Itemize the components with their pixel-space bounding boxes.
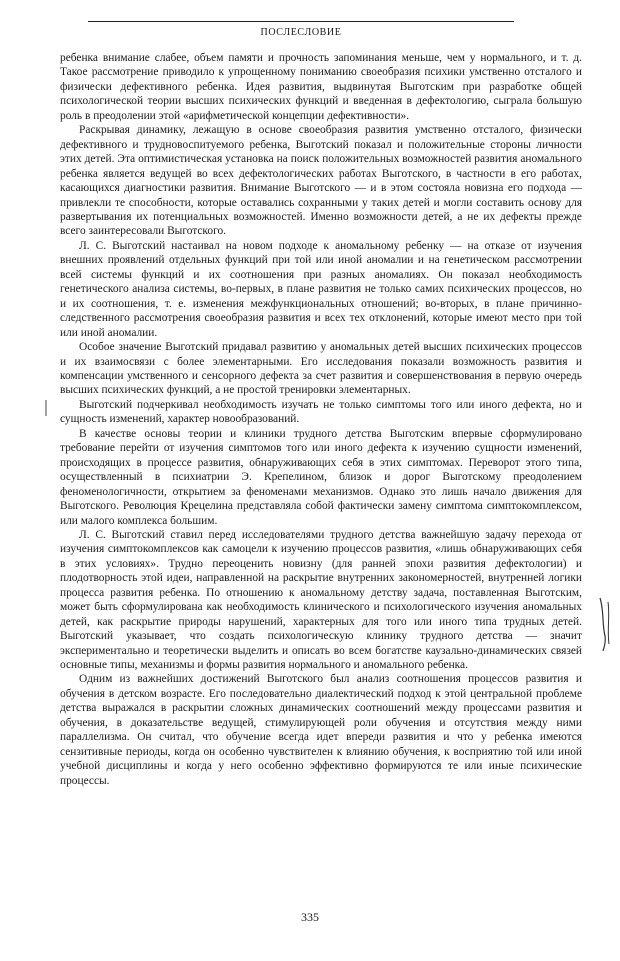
paragraph: Особое значение Выготский придавал развитию у аномальных детей высших психических процессов и их взаимосвязи с более элементарными. Его исследования показали возможность развития и компенсации умственного и сенсорного дефекта за счет развития и совершенствования в первую очередь высших психических функций, а не простой тренировки элементарных. xyxy=(60,341,582,397)
paragraph: Л. С. Выготский ставил перед исследователями трудного детства важнейшую задачу перехода от изучения симптокомплексов как самоцели к изучению процессов развития, «лишь обнаруживающих себя в этих условиях». Трудно переоценить новизну (для ранней эпохи развития дефектологии) и плодотворность этой идеи, направленной на раскрытие внутренних закономерностей, внутренней логики процесса развития ребенка. По отношению к аномальному детству задача, поставленная Выготским, может быть сформулирована как необходимость клинического и психологического изучения аномальных детей, как раскрытие природы нарушений, характерных для того или иного типа трудных детей. Выготский указывает, что создать психологическую клинику трудного детства — значит экспериментально и теоретически выделить и описать во всем богатстве каузально-динамических связей основные типы, механизмы и формы развития нормального и аномального ребенка. xyxy=(60,528,582,672)
paragraph: Л. С. Выготский настаивал на новом подходе к аномальному ребенку — на отказе от изучения внешних проявлений отдельных функций при той или иной аномалии и на генетическом рассмотрении всей системы функций и их соотношения при разных аномалиях. Он показал необходимость генетического анализа системы, во-первых, в плане развития не только самих психических процессов, но и их соотношения, т. е. изменения межфункциональных отношений; во-вторых, в плане причинно-следственного рассмотрения своеобразия развития и всех тех отклонений, которые имеют место при той или иной аномалии. xyxy=(60,239,582,339)
paragraph: В качестве основы теории и клиники трудного детства Выготским впервые сформулировано требование перейти от изучения симптомов того или иного дефекта к изучению сущности изменений, происходящих в процессе развития, обнаруживающих себя в этих симптомах. Переворот этого типа, осуществленный в психиатрии Э. Крепелином, близок и дорог Выготскому преодолением феноменологичности, открытием за феноменами механизмов. Однако это лишь начало движения для Выготского. Революция Крецелина представляла собой фактически замену симптома симптокомплексом, или малого комплекса большим. xyxy=(60,427,582,527)
running-head: ПОСЛЕСЛОВИЕ xyxy=(260,27,342,38)
margin-tick-mark xyxy=(44,400,48,416)
paragraph: ребенка внимание слабее, объем памяти и прочность запоминания меньше, чем у нормального, и т. д. Такое рассмотрение приводило к упрощенному пониманию своеобразия психики умственно отсталого и физически дефективного ребенка. Идея развития, выдвинутая Выготским при разработке общей психологической теории высших психических функций и введенная в дефектологию, сыграла большую роль в преодолении этой «арифметической концепции дефективности». xyxy=(60,52,582,122)
page-number: 335 xyxy=(301,910,319,924)
body-text xyxy=(60,51,582,788)
paragraph: Раскрывая динамику, лежащую в основе своеобразия развития умственно отсталого, физически дефективного и трудновоспитуемого ребенка, Выготский показал и положительные стороны личности этих детей. Эта оптимистическая установка на поиск положительных возможностей развития аномального ребенка является ведущей во всех дефектологических работах Выготского, в частности в его работах, касающихся диагностики развития. Внимание Выготского — и в этом состояла новизна его подхода — привлекли те способности, которые оставались сохранными у таких детей и могли составить основу для развертывания их потенциальных возможностей. Именно возможности детей, а не их дефекты прежде всего заинтересовали Выготского. xyxy=(60,124,582,238)
handwritten-margin-mark xyxy=(596,596,614,652)
header-rule xyxy=(88,21,514,22)
paragraph: Выготский подчеркивал необходимость изучать не только симптомы того или иного дефекта, но и сущность изменений, характер новообразований. xyxy=(60,398,582,426)
paragraph: Одним из важнейших достижений Выготского был анализ соотношения процессов развития и обучения в детском возрасте. Его последовательно диалектический подход к этой центральной проблеме детства выражался в раскрытии сложных динамических соотношений между процессами развития и обучения, в доказательстве ведущей, стимулирующей роли обучения и отсутствия между ними параллелизма. Он считал, что обучение всегда идет впереди развития и что у ребенка имеются сензитивные периоды, когда он особенно чувствителен к влиянию обучения, к восприятию той или иной учебной дисциплины и когда у него особенно эффективно формируются те или иные психические процессы. xyxy=(60,673,582,787)
